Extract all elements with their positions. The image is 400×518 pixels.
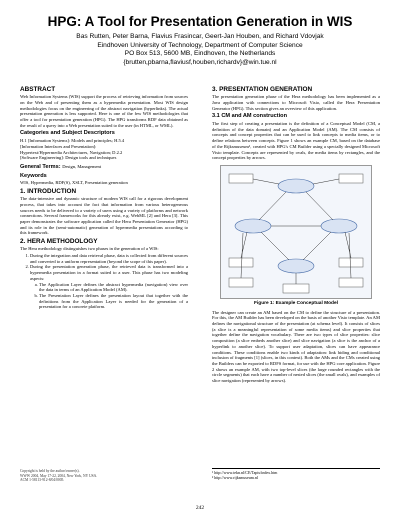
concept-oval xyxy=(278,259,314,273)
general-terms-heading: General Terms: xyxy=(20,163,61,170)
abstract-text: Web Information Systems (WIS) support the process of retrieving information from sources on the Web and of presenting them as a hypermedia presentation. Most WIS design methodologies focus on the engineering of the abstract navigation (hyperlinks). The actual presentation generation is less supported. Here is one of the few WIS methodologies that offer a tool for presentation generation (HPG). The HPG transforms RDF data obtained as the result of a query into a Web presentation suited to the user (in HTML, or WML). xyxy=(20,94,188,128)
media-item-rect xyxy=(283,284,309,293)
categories-line: H.1 [Information Systems]: Models and principles; H.5.4 xyxy=(20,138,125,144)
abstract-heading: ABSTRACT xyxy=(20,86,56,93)
keywords-heading: Keywords xyxy=(20,172,47,179)
author-emails: {brutten,pbarna,flaviusf,houben,richardv}@win.tue.nl xyxy=(123,58,277,66)
intro-heading: 1. INTRODUCTION xyxy=(20,188,77,196)
address: PO Box 513, 5600 MB, Eindhoven, the Netherlands xyxy=(124,50,276,58)
media-item-rect xyxy=(229,278,253,287)
list-item: 1. During the integration and data retrieval phase, data is collected from different sources and converted to a uniform representation (beyond the scope of this paper). xyxy=(30,253,188,264)
list-item: a. The Application Layer defines the abstract hypermedia (navigation) view over the data in terms of an Application Model (AM). xyxy=(39,282,188,293)
am-description: The designer can create an AM based on the CM to define the structure of a presentation. For this, the AM Builder has been developed on the basis of another Visio template. An AM defines the navigational structure of the presentation (at schema level). It consists of slices (a slice is a meaningful representation of some media items) and slice properties that together define the navigation vocabulary. There are two types of slice properties: slice composition (a slice embeds another slice) and slice navigation (a slice is the anchor of a hyperlink to another slice). To support user adaptation, slices can have appearance conditions. These conditions enable two kinds of adaptation: link hiding and conditional inclusion of fragments [1] (slices, in this context). Both the AMs and the CMs created using the Builders can be exported to RDFS format, for use with the HPG core application. Figure 2 shows an example AM, with two top-level slices (the large rounded rectangles with the circle segments) that each have a number of nested slices (the small ovals), and examples of slice navigation (represented by arrows). xyxy=(212,309,380,384)
hera-intro: The Hera methodology distinguishes two phases in the generation of a WIS: xyxy=(20,246,159,252)
acm-line: ACM 1-58113-912-8/04/0005. xyxy=(20,478,65,483)
conference-line: WWW 2004, May 17-22, 2004, New York, NY USA. xyxy=(20,473,98,478)
affiliation: Eindhoven University of Technology, Department of Computer Science xyxy=(97,41,303,49)
sub-list xyxy=(30,282,188,311)
copyright-line: Copyright is held by the author/owner(s). xyxy=(20,469,80,473)
right-column xyxy=(212,84,380,385)
author-names: Bas Rutten, Peter Barna, Flavius Frasincar, Geert-Jan Houben, and Richard Vdovjak xyxy=(76,33,324,40)
list-item xyxy=(30,264,188,310)
concept-oval xyxy=(235,219,271,233)
conceptual-model-figure xyxy=(220,165,372,299)
media-item-rect xyxy=(229,258,253,267)
presentation-gen-text: The presentation generation phase of the Hera methodology has been implemented as a Java application with connections to Microsoft Visio, called the Hera Presentation Generator (HPG). This section gives an overview of this application. xyxy=(212,94,380,111)
paper-title: HPG: A Tool for Presentation Generation in WIS xyxy=(47,14,353,29)
page-number: 242 xyxy=(195,505,205,511)
figure-caption: Figure 1: Example Conceptual Model xyxy=(254,300,338,306)
author-block xyxy=(0,33,400,67)
categories-line: [Information Interfaces and Presentation]: xyxy=(20,143,97,149)
hera-heading: 2. HERA METHODOLOGY xyxy=(20,238,98,246)
concept-oval xyxy=(321,219,357,233)
am-construction-text: The first step of creating a presentation is the definition of a Conceptual Model (CM, a definition of the data domain) and an Application Model (AM). The CM consists of concepts and concept properties that can be used to link concepts to media items, or to define relations between concepts. Figure 1 shows an example CM, based on the database of the Rijksmuseum¹, created with HPG's CM Builder using a specially designed Microsoft Visio template. Concepts are represented by ovals, the media items by rectangles, and the concept properties by arrows. xyxy=(212,121,380,161)
general-terms-text: Design, Management xyxy=(62,163,102,169)
list-item-text: During the presentation generation phase, the retrieved data is transformed into a hypermedia presentation in a format suited to a user. This phase has two modeling aspects: xyxy=(30,264,188,281)
categories-line: Hypertext/Hypermedia Architectures, Navigation; D.2.2 xyxy=(20,149,123,155)
media-item-rect xyxy=(229,174,253,183)
presentation-gen-heading: 3. PRESENTATION GENERATION xyxy=(212,86,313,93)
left-column xyxy=(20,84,188,310)
intro-text: The data-intensive and dynamic structure of modern WIS call for a rigorous development process, that takes into account the fact that information from various heterogeneous sources needs to be delivered to a variety of users using a variety of platforms and network connections. Several frameworks for this already exist, e.g. WebML [2] and Hera [3]. This paper demonstrates the software application called the Hera Presentation Generator (HPG) and its role in the (semi-automatic) generation of hypermedia presentations according to this framework. xyxy=(20,196,188,236)
conceptual-model-diagram xyxy=(221,166,371,298)
media-item-rect xyxy=(339,174,363,183)
footnotes xyxy=(212,468,380,480)
general-terms xyxy=(20,164,188,171)
phase-list xyxy=(20,253,188,310)
list-item: b. The Presentation Layer defines the presentation layout that together with the definitions from the Application Layer is needed for the generation of a presentation for a concrete platform. xyxy=(39,293,188,310)
footnote-2: ² http://www.rijksmuseum.nl xyxy=(212,475,258,480)
media-item-rect xyxy=(339,278,363,287)
categories-line: [Software Engineering]: Design tools and techniques xyxy=(20,155,117,161)
categories-heading: Categories and Subject Descriptors xyxy=(20,130,115,137)
media-item-rect xyxy=(339,258,363,267)
am-construction-heading: 3.1 CM and AM construction xyxy=(212,113,288,120)
keywords-text: WIS, Hypermedia, RDF(S), XSLT, Presentation generation xyxy=(20,180,128,186)
concept-oval xyxy=(278,179,314,193)
footnote-1: ¹ http://www.tekn.nl/CE/Tapis/index.htm xyxy=(212,470,278,475)
copyright-footer xyxy=(20,469,188,483)
